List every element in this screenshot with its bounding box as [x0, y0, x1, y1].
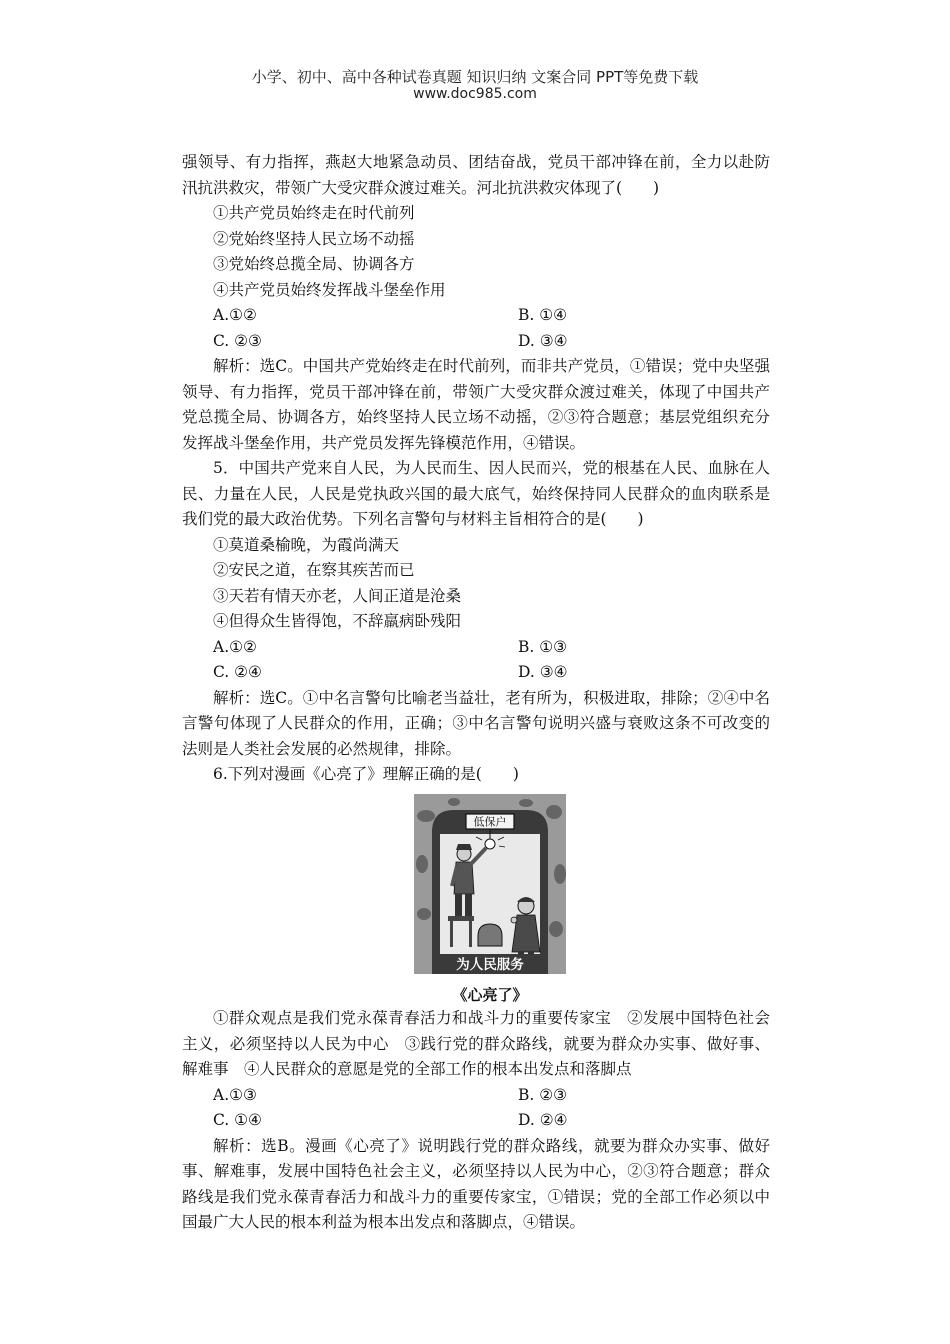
q5-statement-3: ③天若有情天亦老，人间正道是沧桑	[213, 586, 462, 605]
q5-choices-row-2	[182, 660, 770, 686]
q4-analysis: 解析：选C。中国共产党始终走在时代前列，而非共产党员，①错误；党中央坚强领导、有力指挥，党员干部冲锋在前，带领广大受灾群众渡过难关，体现了中国共产党总揽全局、协调各方，始终坚持人民立场不动摇，②③符合题意；基层党组织充分发挥战斗堡垒作用，共产党员发挥先锋模范作用，④错误。	[182, 357, 770, 452]
q6-choice-d: D. ②④	[518, 1111, 568, 1129]
sign-text: 低保户	[473, 815, 507, 828]
cartoon-caption: 《心亮了》	[452, 986, 528, 1004]
q5-choices-row-1	[182, 635, 770, 661]
q4-statement-3: ③党始终总揽全局、协调各方	[213, 255, 415, 273]
q4-statement-1: ①共产党员始终走在时代前列	[213, 204, 415, 222]
q5-choice-c: C. ②④	[213, 663, 262, 681]
q5-analysis: 解析：选C。①中名言警句比喻老当益壮，老有所为，积极进取，排除；②④中名言警句体现了人民群众的作用，正确；③中名言警句说明兴盛与衰败这条不可改变的法则是人类社会发展的必然规律，排除。	[182, 688, 770, 758]
cartoon-figure	[414, 794, 566, 1007]
q4-choice-d: D. ③④	[518, 331, 568, 350]
q6-choice-b: B. ②③	[518, 1085, 568, 1104]
q5-choice-b: B. ①③	[518, 637, 568, 656]
q6-choice-c: C. ①④	[213, 1111, 262, 1129]
q6-choice-a: A.①③	[213, 1085, 257, 1104]
q4-stem: 强领导、有力指挥，燕赵大地紧急动员、团结奋战，党员干部冲锋在前，全力以赴防汛抗洪救灾，带领广大受灾群众渡过难关。河北抗洪救灾体现了( )	[182, 153, 770, 197]
q4-choices-row-1	[182, 303, 770, 329]
q5-stem: 5．中国共产党来自人民，为人民而生、因人民而兴，党的根基在人民、血脉在人民、力量在人民，人民是党执政兴国的最大底气，始终保持同人民群众的血肉联系是我们党的最大政治优势。下列名言警句与材料主旨相符合的是( )	[182, 459, 770, 528]
q6-choices-row-2	[182, 1108, 770, 1134]
q4-choice-b: B. ①④	[518, 306, 568, 324]
q4-statement-2: ②党始终坚持人民立场不动摇	[213, 229, 415, 248]
document-body	[182, 150, 770, 1236]
q4-choice-a: A.①②	[213, 306, 257, 324]
q4-choices-row-2	[182, 329, 770, 355]
q6-choices-row-1	[182, 1083, 770, 1109]
q5-choice-d: D. ③④	[518, 663, 568, 681]
q4-choice-c: C. ②③	[213, 331, 262, 350]
cartoon-illustration	[414, 794, 566, 974]
q6-analysis: 解析：选B。漫画《心亮了》说明践行党的群众路线，就要为群众办实事、做好事、解难事，发展中国特色社会主义，必须坚持以人民为中心，②③符合题意；群众路线是我们党永葆青春活力和战斗力的重要传家宝，①错误；党的全部工作必须以中国最广大人民的根本利益为根本出发点和落脚点，④错误。	[182, 1136, 770, 1231]
header-title: 小学、初中、高中各种试卷真题 知识归纳 文案合同 PPT等免费下载	[251, 68, 699, 86]
q6-stem: 6.下列对漫画《心亮了》理解正确的是( )	[213, 765, 519, 783]
banner-text: 为人民服务	[456, 956, 524, 973]
q4-statement-4: ④共产党员始终发挥战斗堡垒作用	[213, 280, 446, 299]
tool-bag	[478, 924, 502, 946]
q5-statement-4: ④但得众生皆得饱，不辞羸病卧残阳	[213, 612, 462, 630]
q5-statement-2: ②安民之道，在察其疾苦而已	[213, 561, 415, 579]
q5-statement-1: ①莫道桑榆晚，为霞尚满天	[213, 535, 400, 554]
q6-statements: ①群众观点是我们党永葆青春活力和战斗力的重要传家宝 ②发展中国特色社会主义，必须坚持以人民为中心 ③践行党的群众路线，就要为群众办实事、做好事、解难事 ④人民群众的意愿是党的全部工作的根本出发点和落脚点	[182, 1009, 770, 1078]
q5-choice-a: A.①②	[213, 637, 257, 656]
header-url[interactable]: www.doc985.com	[413, 86, 537, 102]
light-bulb-icon	[485, 839, 495, 849]
